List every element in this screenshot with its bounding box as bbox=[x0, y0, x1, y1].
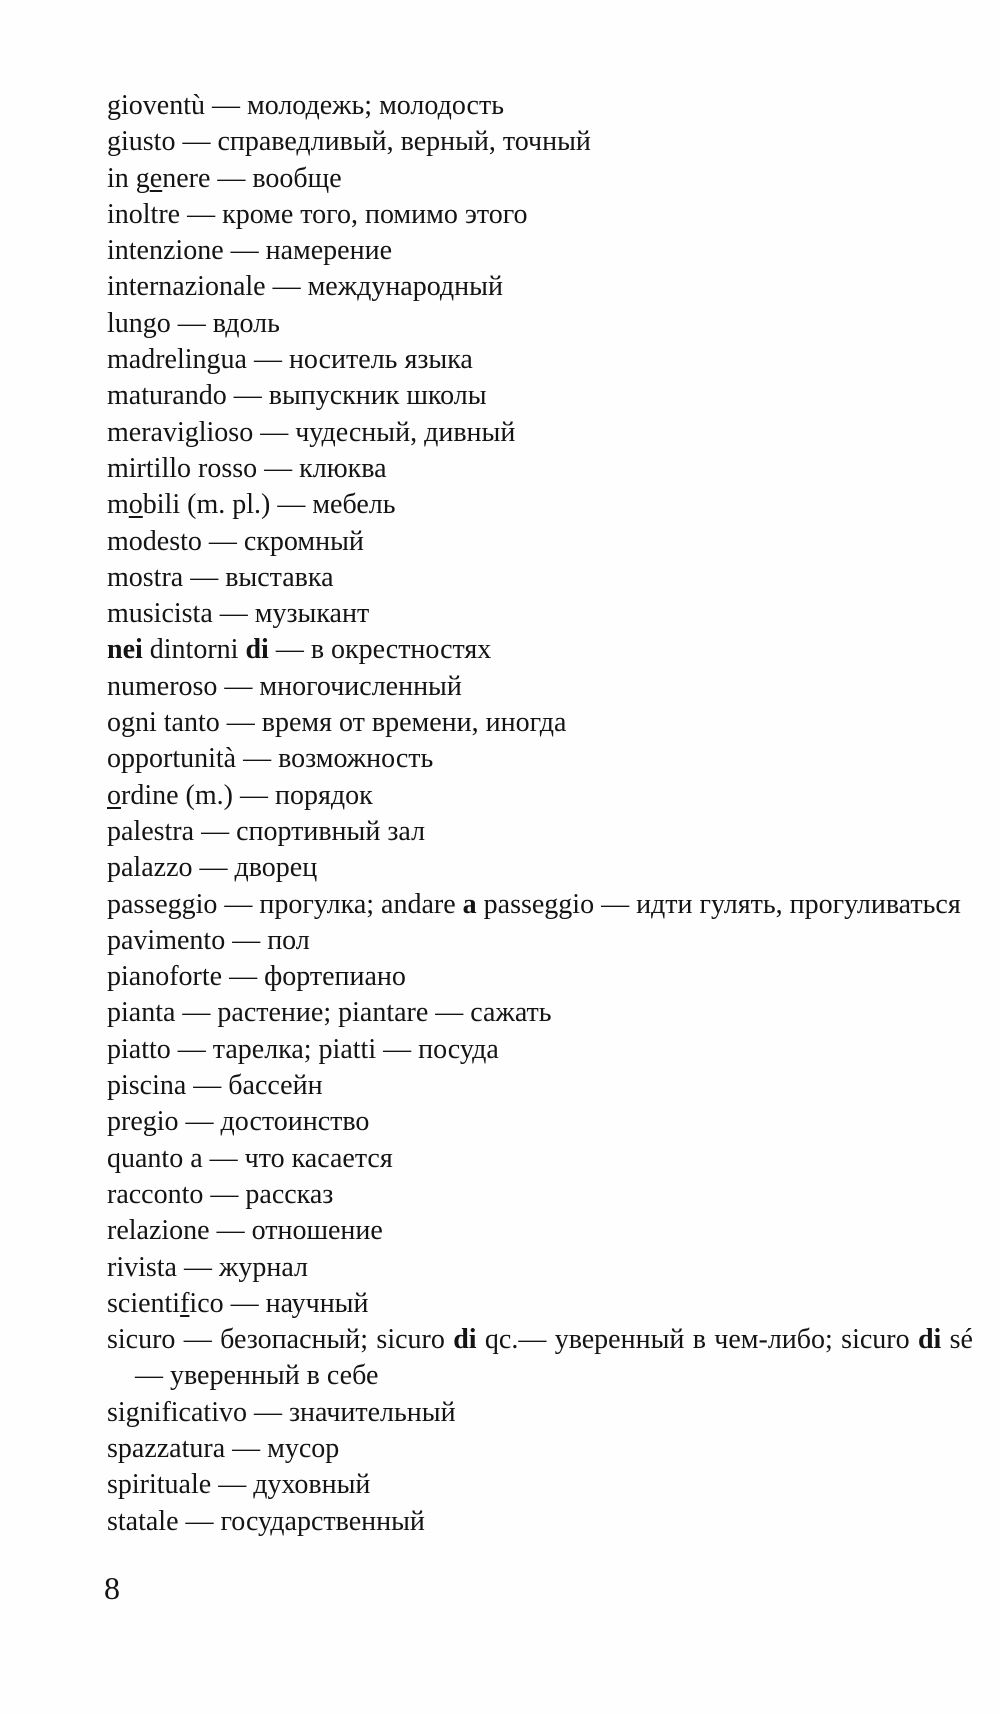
entry-text: musicista — музыкант bbox=[107, 598, 370, 630]
entry-text: pianoforte — фортепиано bbox=[107, 961, 406, 993]
glossary-entry bbox=[107, 269, 973, 305]
entry-text: spazzatura — мусор bbox=[107, 1432, 340, 1464]
entry-text: mostra — выставка bbox=[107, 561, 334, 593]
entry-text: opportunità — возможность bbox=[107, 743, 434, 775]
entry-text: statale — государственный bbox=[107, 1505, 425, 1537]
entry-text: piscina — бассейн bbox=[107, 1070, 323, 1102]
entry-text: bili (m. pl.) — мебель bbox=[142, 489, 396, 521]
glossary-entry bbox=[107, 632, 973, 668]
glossary-entry bbox=[107, 959, 973, 995]
glossary-entry bbox=[107, 487, 973, 523]
stress-mark: o bbox=[128, 489, 143, 521]
entry-text: significativo — значительный bbox=[107, 1396, 456, 1428]
glossary-entry bbox=[107, 1395, 973, 1431]
stress-mark: o bbox=[107, 779, 121, 811]
stress-mark: e bbox=[149, 162, 163, 194]
entry-text: qc.— уверенный в чем-либо; sicuro bbox=[476, 1324, 918, 1356]
glossary-entry bbox=[107, 741, 973, 777]
entry-text: gioventù — молодежь; молодость bbox=[107, 90, 504, 121]
glossary-entry bbox=[107, 1431, 973, 1467]
entry-text: nere — вообще bbox=[162, 162, 342, 194]
entry-text: piatto — тарелка; piatti — посуда bbox=[107, 1033, 499, 1065]
entry-text: sicuro — безопасный; sicuro bbox=[107, 1324, 454, 1356]
entry-text: quanto a — что касается bbox=[107, 1142, 393, 1174]
entry-text: — в окрестностях bbox=[268, 634, 492, 666]
bold-preposition: a bbox=[462, 888, 477, 920]
glossary-entry bbox=[107, 88, 973, 124]
glossary-entry bbox=[107, 1141, 973, 1177]
entry-text: palestra — спортивный зал bbox=[107, 815, 426, 847]
entry-text: intenzione — намерение bbox=[107, 235, 393, 267]
entry-text: sé — уверенный в себе bbox=[135, 1324, 973, 1392]
glossary-entry bbox=[107, 197, 973, 233]
glossary-entry bbox=[107, 1177, 973, 1213]
entry-text: ico — научный bbox=[189, 1287, 369, 1319]
glossary-entry bbox=[107, 1032, 973, 1068]
entry-text: m bbox=[107, 489, 129, 521]
glossary-entry bbox=[107, 995, 973, 1031]
entry-text: maturando — выпускник школы bbox=[107, 380, 487, 412]
glossary-entry bbox=[107, 1322, 973, 1395]
glossary-entry bbox=[107, 306, 973, 342]
glossary-entry bbox=[107, 887, 973, 923]
glossary-entry bbox=[107, 1213, 973, 1249]
glossary-entry bbox=[107, 923, 973, 959]
glossary-entry bbox=[107, 451, 973, 487]
entry-text: ogni tanto — время от времени, иногда bbox=[107, 707, 567, 739]
entry-text: palazzo — дворец bbox=[107, 852, 318, 884]
entry-text: in g bbox=[107, 162, 150, 194]
entry-text: mirtillo rosso — клюква bbox=[107, 452, 387, 484]
bold-preposition: di bbox=[453, 1324, 477, 1356]
glossary-entry bbox=[107, 778, 973, 814]
entry-text: pavimento — пол bbox=[107, 924, 310, 956]
entry-text: relazione — отношение bbox=[107, 1215, 383, 1247]
glossary-entry bbox=[107, 669, 973, 705]
glossary-entry bbox=[107, 1068, 973, 1104]
glossary-entry bbox=[107, 124, 973, 160]
stress-mark: f bbox=[180, 1287, 190, 1319]
entry-text: internazionale — международный bbox=[107, 271, 503, 303]
entry-text: meraviglioso — чудесный, дивный bbox=[107, 416, 516, 448]
entry-text: inoltre — кроме того, помимо этого bbox=[107, 198, 528, 230]
page-number: 8 bbox=[104, 1570, 120, 1606]
entry-text: scienti bbox=[107, 1287, 181, 1319]
bold-preposition: di bbox=[917, 1324, 942, 1356]
entry-text: numeroso — многочисленный bbox=[107, 670, 462, 702]
glossary-entry bbox=[107, 1104, 973, 1140]
bold-preposition: nei bbox=[107, 634, 143, 666]
glossary-entry bbox=[107, 1504, 973, 1540]
bold-preposition: di bbox=[245, 634, 269, 666]
glossary-entry bbox=[107, 524, 973, 560]
entry-text: passeggio — идти гулять, прогуливаться bbox=[476, 888, 961, 920]
entry-text: spirituale — духовный bbox=[107, 1469, 371, 1501]
entry-text: pregio — достоинство bbox=[107, 1106, 370, 1138]
glossary-entry bbox=[107, 161, 973, 197]
glossary-entry bbox=[107, 233, 973, 269]
glossary-entry bbox=[107, 378, 973, 414]
entry-text: madrelingua — носитель языка bbox=[107, 344, 473, 376]
entry-text: modesto — скромный bbox=[107, 525, 364, 557]
glossary-list bbox=[107, 88, 973, 1540]
glossary-entry bbox=[107, 1286, 973, 1322]
glossary-entry bbox=[107, 415, 973, 451]
entry-text: passeggio — прогулка; andare bbox=[107, 888, 463, 920]
glossary-entry bbox=[107, 814, 973, 850]
glossary-entry bbox=[107, 560, 973, 596]
glossary-entry bbox=[107, 596, 973, 632]
entry-text: rdine (m.) — порядок bbox=[121, 779, 373, 811]
entry-text: rivista — журнал bbox=[107, 1251, 308, 1283]
entry-text: racconto — рассказ bbox=[107, 1178, 334, 1210]
glossary-entry bbox=[107, 1467, 973, 1503]
glossary-entry bbox=[107, 1250, 973, 1286]
glossary-entry bbox=[107, 342, 973, 378]
entry-text: dintorni bbox=[142, 634, 246, 666]
entry-text: lungo — вдоль bbox=[107, 307, 280, 339]
entry-text: giusto — справедливый, верный, точный bbox=[107, 126, 591, 158]
glossary-entry bbox=[107, 850, 973, 886]
entry-text: pianta — растение; piantare — сажать bbox=[107, 997, 552, 1029]
glossary-entry bbox=[107, 705, 973, 741]
